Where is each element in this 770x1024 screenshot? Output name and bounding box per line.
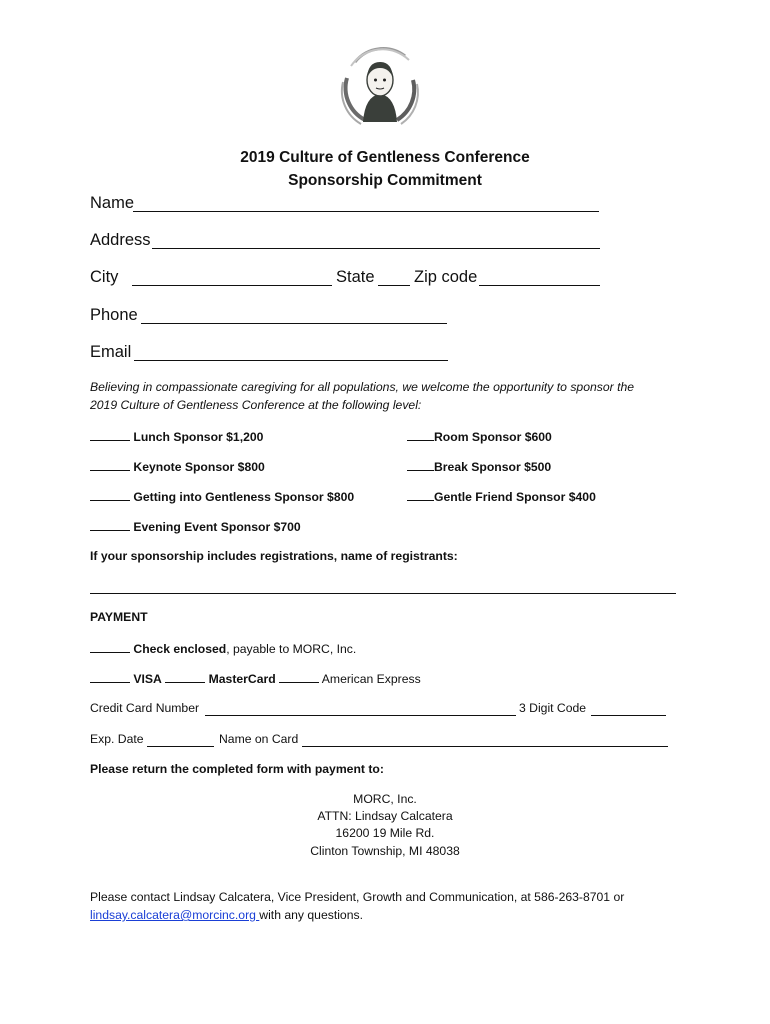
address-field[interactable] <box>152 248 600 249</box>
address-line-1: MORC, Inc. <box>353 792 417 806</box>
check-suffix: , payable to MORC, Inc. <box>226 642 357 656</box>
name-on-card-field[interactable] <box>302 746 668 747</box>
phone-field[interactable] <box>141 323 447 324</box>
contact-suffix: with any questions. <box>259 908 363 922</box>
contact-line-1: Please contact Lindsay Calcatera, Vice President, Growth and Communication, at 586-263-8701 or <box>90 890 625 904</box>
sponsor-checkline[interactable] <box>90 518 130 531</box>
mastercard-label: MasterCard <box>208 672 276 686</box>
sponsor-checkline[interactable] <box>407 428 434 441</box>
return-instruction: Please return the completed form with payment to: <box>90 762 384 776</box>
amex-label: American Express <box>321 672 421 686</box>
registrants-prompt: If your sponsorship includes registrations, name of registrants: <box>90 549 458 563</box>
email-field[interactable] <box>134 360 448 361</box>
form-subtitle: Sponsorship Commitment <box>288 172 482 189</box>
cc-digit-field[interactable] <box>591 715 666 716</box>
zip-field[interactable] <box>479 285 600 286</box>
sponsor-option-room[interactable]: Room Sponsor $600 <box>407 428 552 444</box>
sponsor-option-break[interactable]: Break Sponsor $500 <box>407 458 551 474</box>
name-field[interactable] <box>133 211 599 212</box>
state-label: State <box>336 268 375 286</box>
city-field[interactable] <box>132 285 332 286</box>
payment-heading: PAYMENT <box>90 610 148 624</box>
cc-number-label: Credit Card Number <box>90 701 200 715</box>
amex-checkline[interactable] <box>279 670 319 683</box>
sponsor-checkline[interactable] <box>90 428 130 441</box>
visa-label: VISA <box>133 672 162 686</box>
email-label: Email <box>90 343 132 361</box>
state-field[interactable] <box>378 285 410 286</box>
exp-date-field[interactable] <box>147 746 214 747</box>
address-line-4: Clinton Township, MI 48038 <box>310 844 460 858</box>
check-label: Check enclosed <box>133 642 227 656</box>
cc-number-field[interactable] <box>205 715 516 716</box>
intro-line-1: Believing in compassionate caregiving for all populations, we welcome the opportunity to sponsor the <box>90 380 635 394</box>
check-option[interactable] <box>90 640 356 656</box>
sponsor-option-gentle-friend[interactable]: Gentle Friend Sponsor $400 <box>407 488 596 504</box>
mastercard-checkline[interactable] <box>165 670 205 683</box>
sponsor-checkline[interactable] <box>90 488 130 501</box>
address-line-2: ATTN: Lindsay Calcatera <box>317 809 453 823</box>
exp-date-label: Exp. Date <box>90 732 144 746</box>
address-label: Address <box>90 231 151 249</box>
intro-line-2: 2019 Culture of Gentleness Conference at the following level: <box>90 398 422 412</box>
sponsor-option-lunch[interactable]: Lunch Sponsor $1,200 <box>90 428 263 444</box>
name-on-card-label: Name on Card <box>219 732 299 746</box>
cc-digit-label: 3 Digit Code <box>519 701 587 715</box>
name-label: Name <box>90 194 135 212</box>
face-emblem-icon <box>335 44 425 126</box>
registrants-field[interactable] <box>90 593 676 594</box>
card-type-options <box>90 670 421 686</box>
form-title: 2019 Culture of Gentleness Conference <box>240 149 530 166</box>
sponsor-checkline[interactable] <box>90 458 130 471</box>
check-checkline[interactable] <box>90 640 130 653</box>
city-label: City <box>90 268 119 286</box>
sponsor-checkline[interactable] <box>407 458 434 471</box>
sponsor-option-getting-into-gentleness[interactable]: Getting into Gentleness Sponsor $800 <box>90 488 354 504</box>
contact-line-2 <box>90 908 363 922</box>
zip-label: Zip code <box>414 268 478 286</box>
sponsor-option-evening-event[interactable]: Evening Event Sponsor $700 <box>90 518 301 534</box>
contact-email-link[interactable]: lindsay.calcatera@morcinc.org <box>90 908 260 922</box>
sponsor-option-keynote[interactable]: Keynote Sponsor $800 <box>90 458 265 474</box>
visa-checkline[interactable] <box>90 670 130 683</box>
phone-label: Phone <box>90 306 138 324</box>
address-line-3: 16200 19 Mile Rd. <box>335 826 435 840</box>
logo <box>335 44 425 126</box>
sponsor-checkline[interactable] <box>407 488 434 501</box>
